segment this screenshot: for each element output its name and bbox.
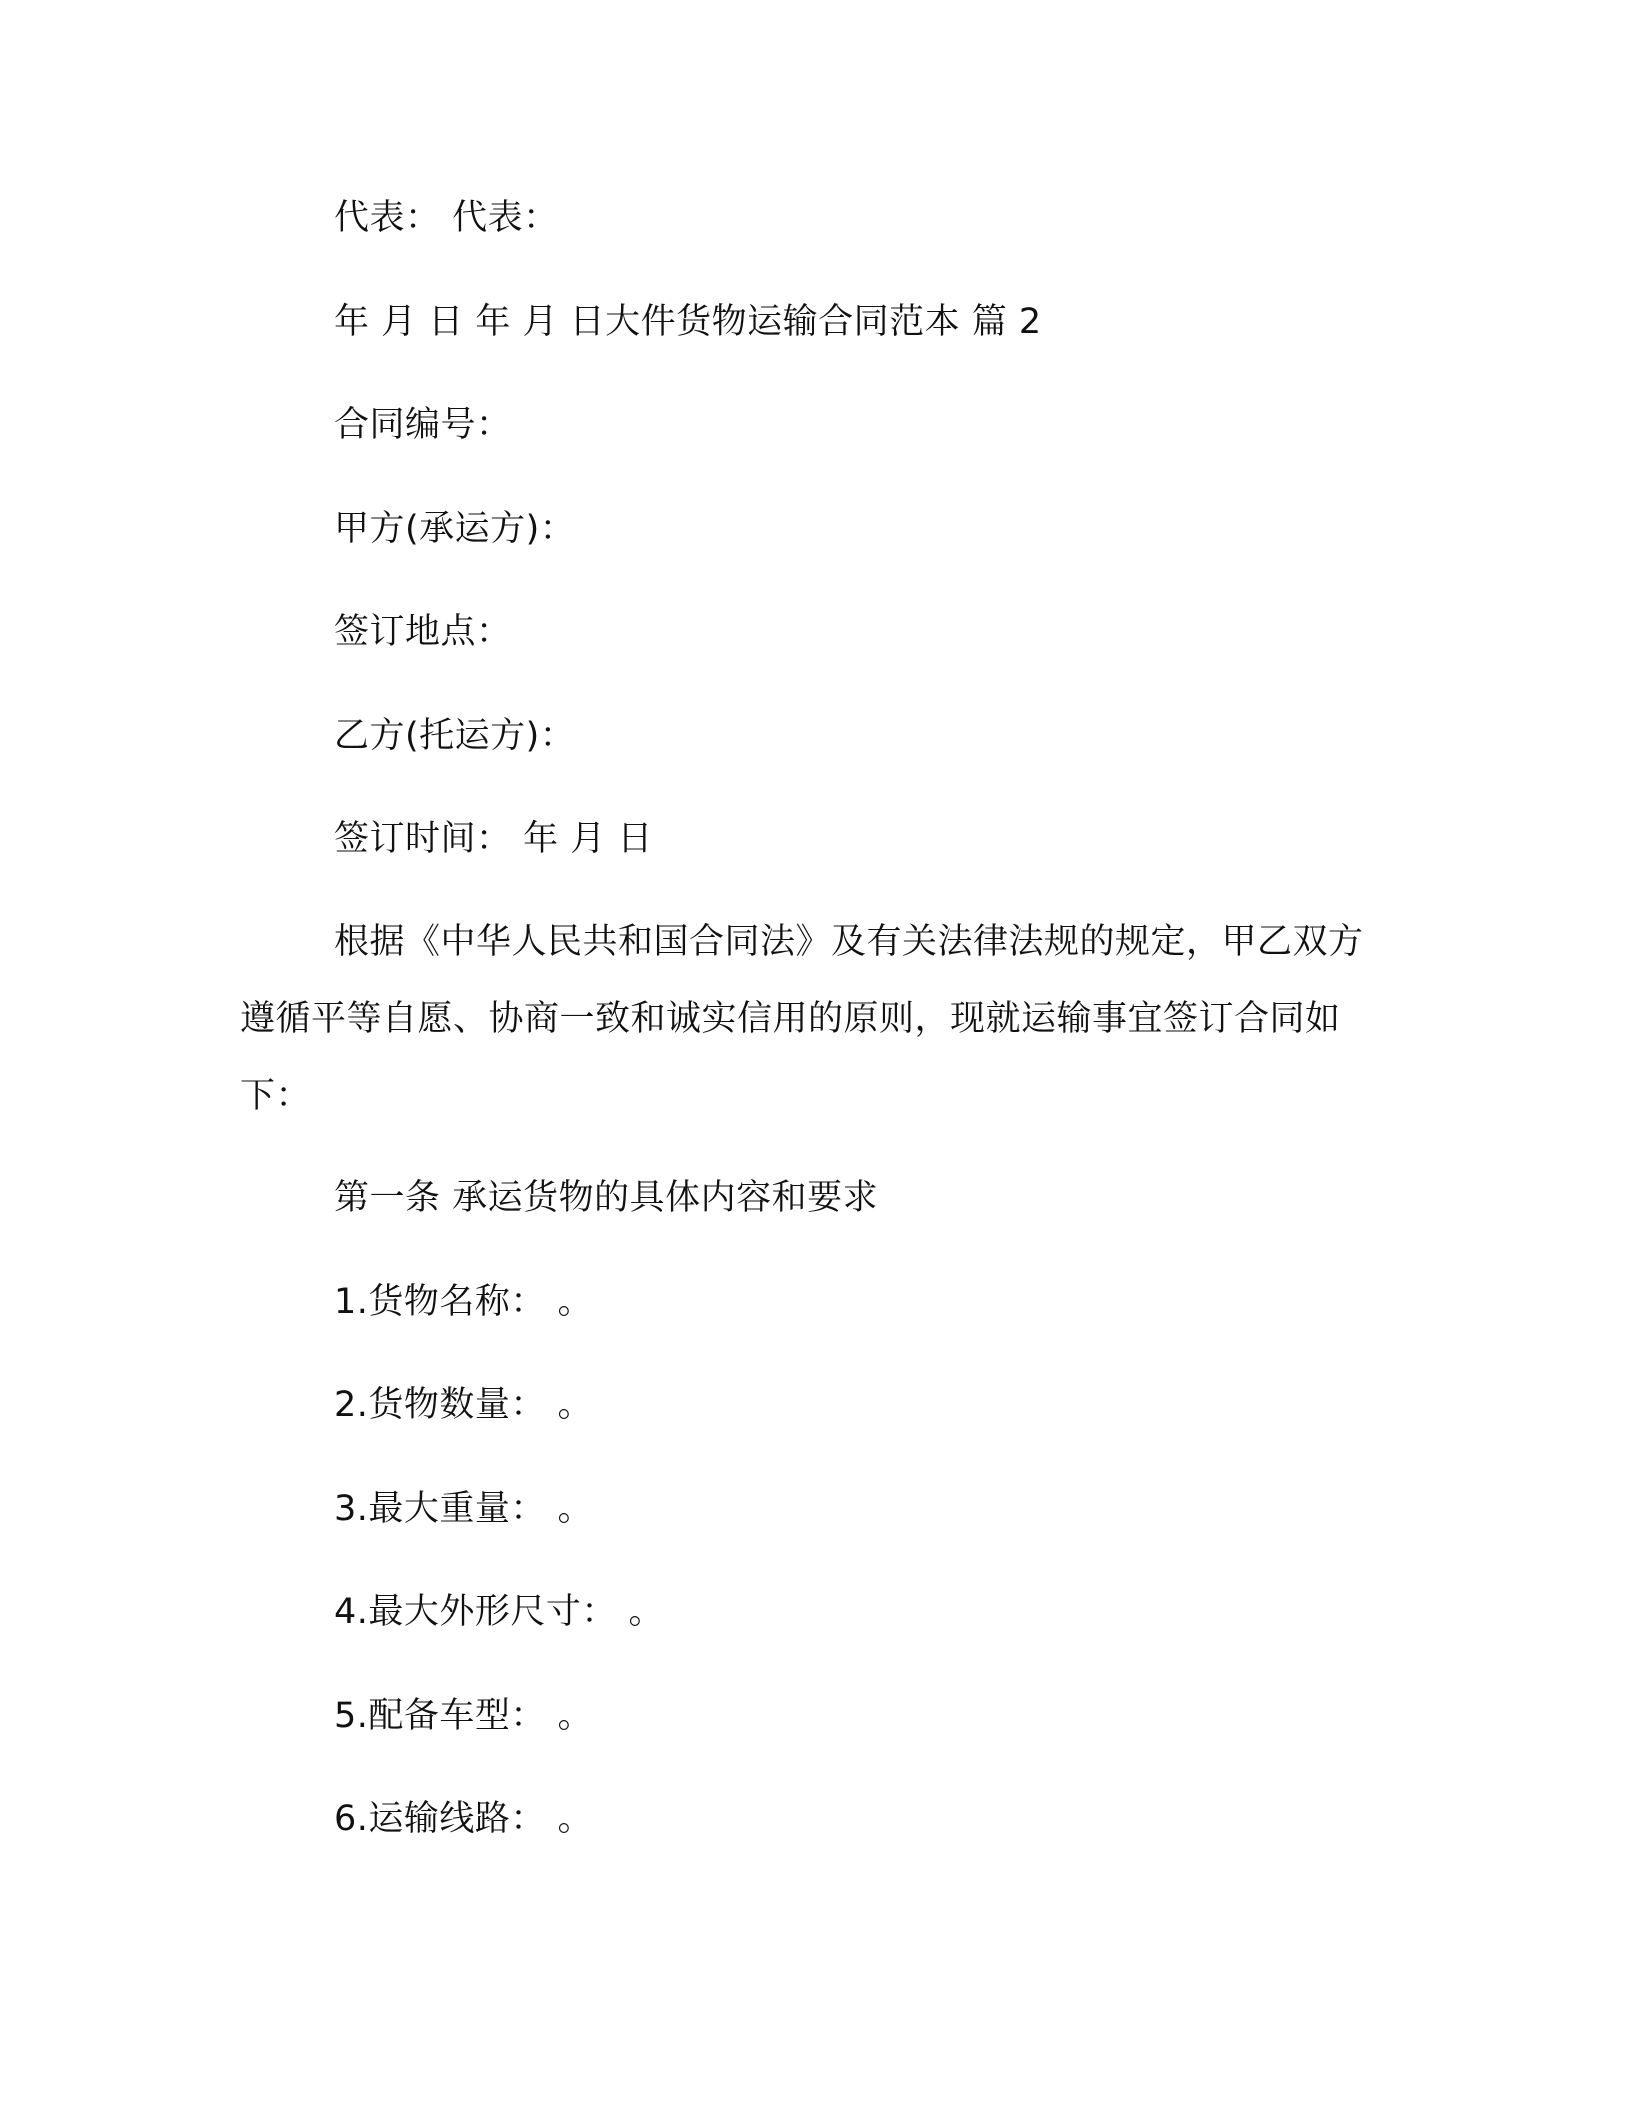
item-goods-name: 1.货物名称： 。 (334, 1282, 594, 1322)
item-vehicle-type: 5.配备车型： 。 (334, 1696, 594, 1736)
item-goods-quantity: 2.货物数量： 。 (334, 1385, 594, 1425)
item-transport-route: 6.运输线路： 。 (334, 1799, 594, 1839)
signing-time-line: 签订时间： 年 月 日 (334, 819, 653, 859)
item-max-dimensions: 4.最大外形尺寸： 。 (334, 1592, 665, 1632)
item-max-weight: 3.最大重量： 。 (334, 1489, 594, 1529)
party-b-line: 乙方(托运方)： (334, 716, 576, 756)
intro-paragraph: 根据《中华人民共和国合同法》及有关法律法规的规定，甲乙双方遵循平等自愿、协商一致和诚实信用的原则，现就运输事宜签订合同如下： (240, 922, 1364, 1116)
contract-number-line: 合同编号： (334, 405, 512, 445)
party-a-line: 甲方(承运方)： (334, 509, 576, 549)
date-and-title-line: 年 月 日 年 月 日大件货物运输合同范本 篇 2 (334, 302, 1042, 342)
signing-place-line: 签订地点： (334, 612, 512, 652)
representatives-line: 代表： 代表： (334, 198, 559, 238)
article-1-title: 第一条 承运货物的具体内容和要求 (334, 1178, 879, 1218)
